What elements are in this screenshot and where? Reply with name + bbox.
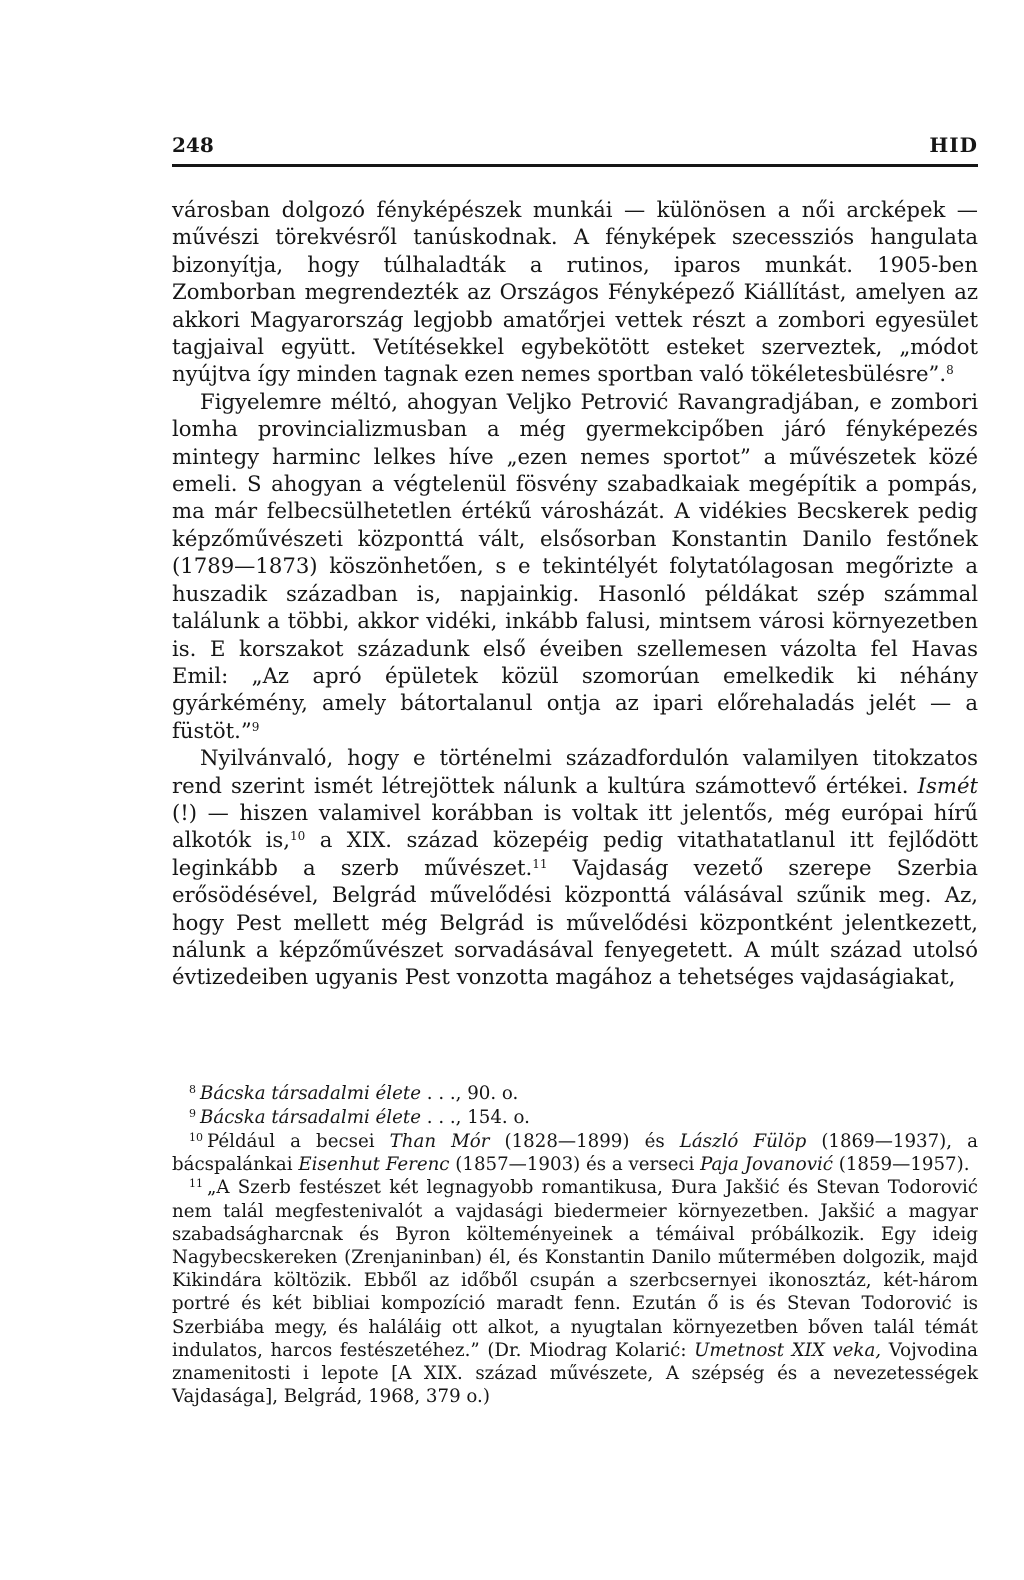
footnote (172, 1130, 978, 1176)
journal-title: HID (929, 133, 978, 157)
italic-text: Bácska társadalmi élete (200, 1083, 421, 1104)
text-run: a XIX. század közepéig pedig vitathatatlanul itt fejlődött leginkább a szerb művészet. (172, 827, 978, 880)
italic-text: Than Mór (389, 1131, 490, 1152)
text-run: (!) — hiszen valamivel korábban is voltak itt jelentős, még európai hírű alkotók is, (172, 799, 978, 853)
footnote-marker: 8 (946, 363, 954, 378)
footnote-marker: 8 (189, 1083, 196, 1096)
text-run: (1859—1957). (832, 1154, 970, 1176)
paragraph (172, 744, 978, 991)
text-run: (1828—1899) és (489, 1131, 680, 1152)
italic-text: Umetnost XIX veka, (694, 1339, 882, 1361)
footnote-marker: 10 (289, 829, 306, 844)
paragraph (172, 388, 978, 744)
text-run: „A Szerb festészet két legnagyobb romantikusa, Đura Jakšić és Stevan Todorović nem talál megfestenivalót a vajdasági biedermeier környezetben. Jakšić a magyar szabadságharcnak és Byron költeményeinek a témáival próbálkozik. Egy ideig Nagybecskereken (Zrenjaninban) él, és Konstantin Danilo műtermében dolgozik, majd Kikindára költözik. Ebből az időből csupán a szerbcsernyei ikonosztáz, két-három portré és két bibliai kompozíció maradt fenn. Ezután ő is és Stevan Todorović is Szerbiába megy, és haláláig ott alkot, a nyugtalan környezetben bőven talál témát indulatos, harcos festészetéhez.” (Dr. Miodrag Kolarić: (172, 1177, 978, 1361)
text-run: . . ., 154. o. (420, 1107, 530, 1128)
footnote (172, 1106, 978, 1130)
footnote-marker: 9 (251, 719, 260, 734)
footnote (172, 1176, 978, 1408)
text-run: (1857—1903) és a verseci (449, 1154, 701, 1176)
footnote-marker: 9 (189, 1107, 196, 1120)
page-header (172, 133, 978, 163)
text-run: Nyilvánvaló, hogy e történelmi századfordulón valamilyen titokzatos rend szerint ismét létrejöttek nálunk a kultúra számottevő értékei. (172, 745, 978, 798)
italic-text: Bácska társadalmi élete (200, 1107, 421, 1128)
text-run: Figyelemre méltó, ahogyan Veljko Petrović Ravangradjában, e zombori lomha provincializmusban a még gyermekcipőben járó fényképezés mintegy harminc lelkes híve „ezen nemes sportot” a művészetek közé emeli. S ahogyan a végtelenül fösvény szabadkaiak megépítik a pompás, ma már felbecsülhetetlen értékű városházát. A vidékies Becskerek pedig képzőművészeti központtá vált, elsősorban Konstantin Danilo festőnek (1789—1873) köszönhetően, s e tekintélyét folytatólagosan megőrizte a huszadik században is, napjainkig. Hasonló példákat szép számmal találunk a többi, akkor vidéki, inkább falusi, mintsem városi környezetben is. E korszakot századunk első éveiben szellemesen vázolta fel Havas Emil: „Az apró épületek közül szomorúan emelkedik ki néhány gyárkémény, amely bátortalanul ontja az ipari előrehaladás jelét — a füstöt.” (172, 388, 978, 743)
footnote-marker: 11 (532, 856, 548, 871)
text-run: városban dolgozó fényképészek munkái — különösen a női arcképek — művészi törekvésről tanúskodnak. A fényképek szecessziós hangulata bizonyítja, hogy túlhaladták a rutinos, iparos munkát. 1905-ben Zomborban megrendezték az Országos Fényképező Kiállítást, amelyen az akkori Magyarország legjobb amatőrjei vettek részt a zombori egyesület tagjaival együtt. Vetítésekkel egybekötött esteket szerveztek, „módot nyújtva így minden tagnak ezen nemes sportban való tökéletesbülésre”. (172, 197, 978, 387)
body-text (172, 196, 978, 991)
italic-text: Eisenhut Ferenc (298, 1154, 450, 1176)
header-rule (172, 164, 978, 167)
footnote-marker: 10 (189, 1131, 203, 1144)
text-run: (1869—1937), a bácspalánkai (172, 1131, 978, 1176)
italic-text: Paja Jovanović (700, 1154, 833, 1176)
footnote (172, 1082, 978, 1106)
footnote-marker: 11 (189, 1177, 203, 1191)
page-number: 248 (172, 133, 214, 157)
footnotes (172, 1082, 978, 1408)
paragraph (172, 196, 978, 388)
italic-text: Ismét (917, 772, 978, 798)
text-run: Például a becsei (207, 1131, 390, 1152)
italic-text: László Fülöp (679, 1131, 807, 1152)
text-run: Vajdaság vezető szerepe Szerbia erősödésével, Belgrád művelődési központtá válásával szűnik meg. Az, hogy Pest mellett még Belgrád is művelődési központként jelentkezett, nálunk a képzőművészet sorvadásával fenyegetett. A múlt század utolsó évtizedeiben ugyanis Pest vonzotta magához a tehetséges vajdaságiakat, (172, 854, 978, 990)
text-run: Vojvodina znamenitosti i lepote [A XIX. század művészete, A szépség és a nevezetességek Vajdasága], Belgrád, 1968, 379 o.) (172, 1339, 979, 1408)
text-run: . . ., 90. o. (420, 1083, 519, 1104)
